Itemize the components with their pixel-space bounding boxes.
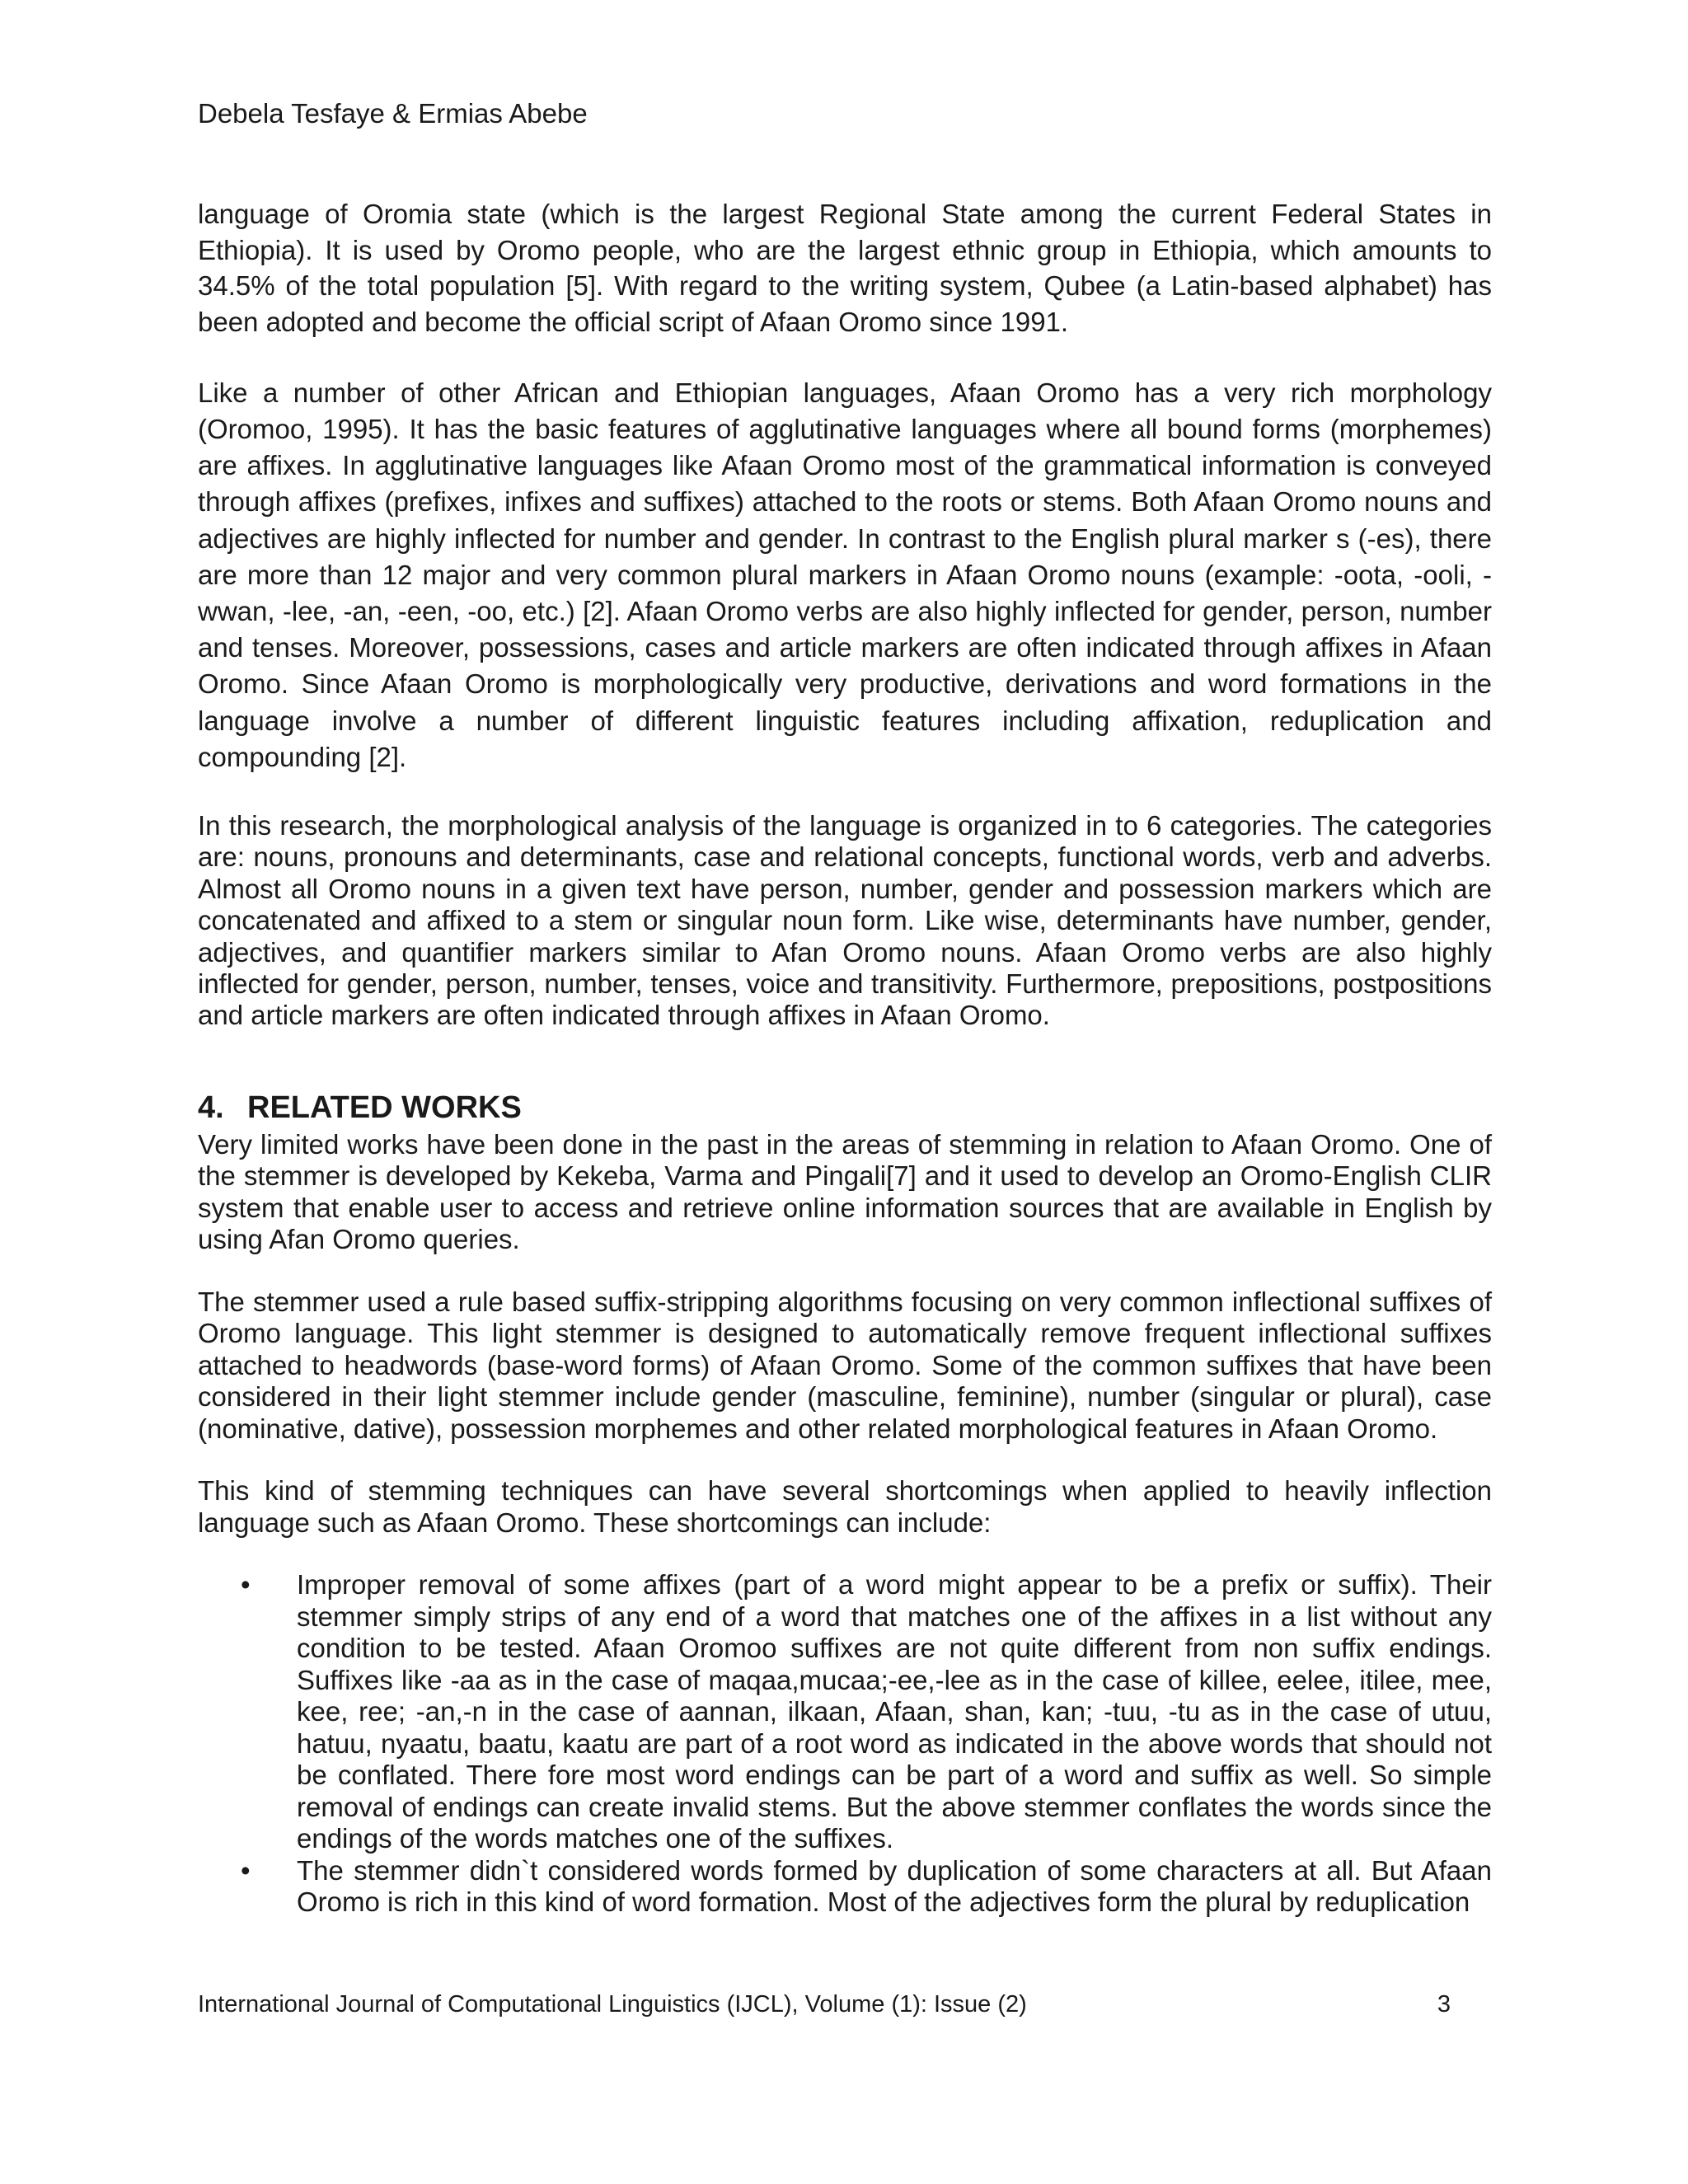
shortcomings-list — [198, 1569, 1492, 1919]
section-title: RELATED WORKS — [247, 1090, 522, 1125]
footer-journal-title: International Journal of Computational Linguistics (IJCL), Volume (1): Issue (2) — [198, 1991, 1027, 2018]
list-item — [198, 1855, 1492, 1919]
paragraph-morphology: Like a number of other African and Ethiopian languages, Afaan Oromo has a very rich morphology (Oromoo, 1995). It has the basic features of agglutinative languages where all bound forms (morphemes) are affixes. In agglutinative languages like Afaan Oromo most of the grammatical information is conveyed through affixes (prefixes, infixes and suffixes) attached to the roots or stems. Both Afaan Oromo nouns and adjectives are highly inflected for number and gender. In contrast to the English plural marker s (-es), there are more than 12 major and very common plural markers in Afaan Oromo nouns (example: -oota, -ooli, -wwan, -lee, -an, -een, -oo, etc.) [2]. Afaan Oromo verbs are also highly inflected for gender, person, number and tenses. Moreover, possessions, cases and article markers are often indicated through affixes in Afaan Oromo. Since Afaan Oromo is morphologically very productive, derivations and word formations in the language involve a number of different linguistic features including affixation, reduplication and compounding [2]. — [198, 377, 1492, 772]
footer-page-number: 3 — [1437, 1991, 1451, 2018]
list-item — [198, 1569, 1492, 1855]
bullet-text-duplication: The stemmer didn`t considered words formed by duplication of some characters at all. But Afaan Oromo is rich in this kind of word formation. Most of the adjectives form the plural by reduplication — [297, 1854, 1492, 1918]
paragraph-shortcomings-intro: This kind of stemming techniques can have several shortcomings when applied to heavily inflection language such as Afaan Oromo. These shortcomings can include: — [198, 1475, 1492, 1538]
paragraph-morphological-categories: In this research, the morphological analysis of the language is organized in to 6 categories. The categories are: nouns, pronouns and determinants, case and relational concepts, functional words, verb and adverbs. Almost all Oromo nouns in a given text have person, number, gender and possession markers which are concatenated and affixed to a stem or singular noun form. Like wise, determinants have number, gender, adjectives, and quantifier markers similar to Afan Oromo nouns. Afaan Oromo verbs are also highly inflected for gender, person, number, tenses, voice and transitivity. Furthermore, prepositions, postpositions and article markers are often indicated through affixes in Afaan Oromo. — [198, 810, 1492, 1031]
paragraph-related-works-intro: Very limited works have been done in the past in the areas of stemming in relation to Afaan Oromo. One of the stemmer is developed by Kekeba, Varma and Pingali[7] and it used to develop an Oromo-English CLIR system that enable user to access and retrieve online information sources that are available in English by using Afan Oromo queries. — [198, 1128, 1492, 1255]
paragraph-stemmer-description: The stemmer used a rule based suffix-stripping algorithms focusing on very common inflectional suffixes of Oromo language. This light stemmer is designed to automatically remove frequent inflectional suffixes attached to headwords (base-word forms) of Afaan Oromo. Some of the common suffixes that have been considered in their light stemmer include gender (masculine, feminine), number (singular or plural), case (nominative, dative), possession morphemes and other related morphological features in Afaan Oromo. — [198, 1286, 1492, 1444]
running-header-authors: Debela Tesfaye & Ermias Abebe — [198, 98, 588, 129]
running-footer — [198, 1990, 1451, 2019]
bullet-marker: • — [241, 1854, 251, 1886]
section-heading-related-works — [198, 1089, 1492, 1127]
bullet-marker: • — [241, 1569, 251, 1601]
bullet-text-improper-removal: Improper removal of some affixes (part of a word might appear to be a prefix or suffix). Their stemmer simply strips of any end of a word that matches one of the affixes in a list without any condition to be tested. Afaan Oromoo suffixes are not quite different from non suffix endings. Suffixes like -aa as in the case of maqaa,mucaa;-ee,-lee as in the case of killee, eelee, itilee, mee, kee, ree; -an,-n in the case of aannan, ilkaan, Afaan, shan, kan; -tuu, -tu as in the case of utuu, hatuu, nyaatu, baatu, kaatu are part of a root word as indicated in the above words that should not be conflated. There fore most word endings can be part of a word and suffix as well. So simple removal of endings can create invalid stems. But the above stemmer conflates the words since the endings of the words matches one of the suffixes. — [297, 1569, 1492, 1854]
page-body — [198, 196, 1492, 1919]
paragraph-oromia-intro: language of Oromia state (which is the largest Regional State among the current Federal States in Ethiopia). It is used by Oromo people, who are the largest ethnic group in Ethiopia, which amounts to 34.5% of the total population [5]. With regard to the writing system, Qubee (a Latin-based alphabet) has been adopted and become the official script of Afaan Oromo since 1991. — [198, 199, 1492, 338]
section-number: 4. — [198, 1090, 224, 1125]
